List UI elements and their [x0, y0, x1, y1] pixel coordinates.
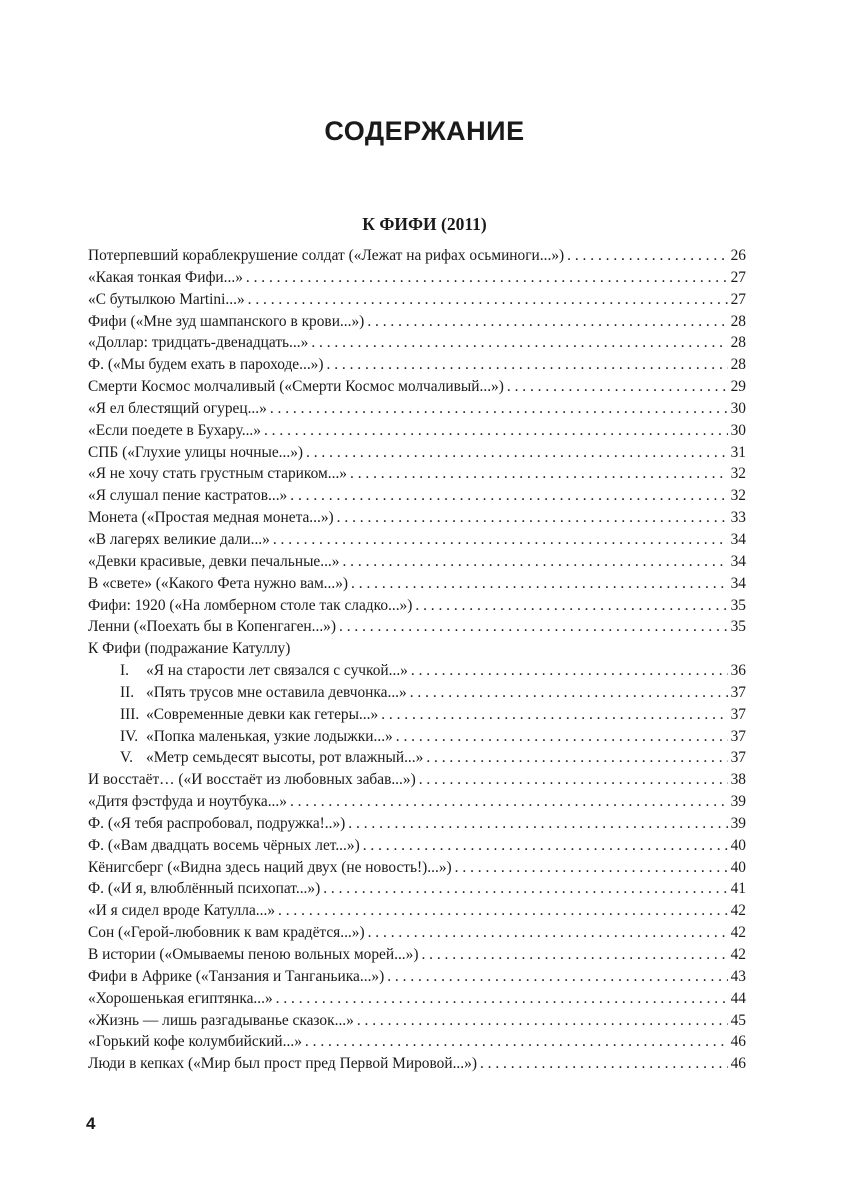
dot-leader	[306, 442, 728, 464]
toc-entry-title: Кёнигсберг («Видна здесь наций двух (не новость!)...»)	[88, 858, 452, 876]
toc-entry-page: 39	[730, 793, 746, 811]
toc-entry-title: «Пять трусов мне оставила девчонка...»	[146, 683, 407, 701]
toc-entry-page: 32	[730, 487, 746, 505]
dot-leader	[342, 551, 727, 573]
toc-entry	[88, 616, 746, 638]
toc-entry-page: 33	[730, 509, 746, 527]
toc-entry	[88, 267, 746, 289]
toc-entry	[88, 857, 746, 879]
toc-entry-title: СПБ («Глухие улицы ночные...»)	[88, 443, 304, 461]
toc-entry-numeral: I.	[120, 662, 129, 680]
dot-leader	[278, 900, 728, 922]
toc-entry-title: Ф. («Вам двадцать восемь чёрных лет...»)	[88, 836, 360, 854]
toc-entry-title: «Девки красивые, девки печальные...»	[88, 552, 340, 570]
toc-entry-page: 30	[730, 421, 746, 439]
toc-entry-page: 41	[730, 880, 746, 898]
toc-entry-title: Монета («Простая медная монета...»)	[88, 509, 334, 527]
dot-leader	[339, 616, 728, 638]
toc-entry-title: Сон («Герой-любовник к вам крадётся...»)	[88, 924, 365, 942]
toc-entry	[88, 747, 746, 769]
toc-entry-numeral: III.	[120, 705, 140, 723]
dot-leader	[270, 398, 728, 420]
toc-entry	[88, 551, 746, 573]
toc-entry	[88, 1053, 746, 1075]
section-title: К ФИФИ (2011)	[362, 214, 487, 234]
toc-entry-page: 46	[730, 1033, 746, 1051]
toc-entry-title: «Попка маленькая, узкие лодыжки...»	[146, 727, 393, 745]
toc-entry-title: «В лагерях великие дали...»	[88, 530, 270, 548]
dot-leader	[567, 245, 727, 267]
toc-entry-page: 40	[730, 858, 746, 876]
dot-leader	[273, 529, 728, 551]
toc-entry-page: 27	[730, 290, 746, 308]
toc-entry-page: 34	[730, 552, 746, 570]
toc-entry-page: 35	[730, 596, 746, 614]
toc-entry	[88, 507, 746, 529]
toc-entry	[88, 245, 746, 267]
dot-leader	[426, 747, 727, 769]
toc-entry-title: В истории («Омываемы пеною вольных морей...»)	[88, 946, 419, 963]
dot-leader	[367, 311, 727, 333]
toc-entry-title: «Какая тонкая Фифи...»	[88, 268, 243, 286]
toc-entry-title: Ф. («Я тебя распробовал, подружка!..»)	[88, 814, 346, 832]
toc-entry-title: В «свете» («Какого Фета нужно вам...»)	[88, 574, 349, 592]
toc-entry-page: 29	[730, 378, 746, 396]
toc-entry	[88, 878, 746, 900]
toc-entry-page: 37	[730, 683, 746, 701]
dot-leader	[246, 267, 728, 289]
toc-entry-page: 37	[730, 749, 746, 767]
dot-leader	[387, 966, 727, 988]
toc-entry-title: Потерпевший кораблекрушение солдат («Лежат на рифах осьминоги...»)	[88, 247, 565, 264]
toc-entry-title: К Фифи (подражание Катуллу)	[88, 640, 291, 658]
toc-entry-title: Ленни («Поехать бы в Копенгаген...»)	[88, 618, 337, 636]
toc-entry-title: «Жизнь — лишь разгадыванье сказок...»	[88, 1011, 354, 1029]
toc-entry-title: «Я на старости лет связался с сучкой...»	[146, 662, 408, 680]
toc-entry-page: 32	[730, 465, 746, 483]
toc-entry	[88, 791, 746, 813]
dot-leader	[348, 813, 727, 835]
toc-entry	[88, 289, 746, 311]
dot-leader	[311, 332, 727, 354]
toc-entry	[88, 813, 746, 835]
toc-entry	[88, 769, 746, 791]
toc-entry	[88, 354, 746, 376]
toc-entry-title: Ф. («И я, влюблённый психопат...»)	[88, 880, 321, 898]
dot-leader	[381, 704, 727, 726]
toc-entry-page: 35	[730, 618, 746, 636]
toc-entry	[88, 1031, 746, 1053]
toc-entry-title: Смерти Космос молчаливый («Смерти Космос молчаливый...»)	[88, 378, 504, 396]
toc-entry-page: 42	[730, 946, 746, 963]
toc-entry-numeral: II.	[120, 683, 135, 701]
toc-entry-title: Фифи в Африке («Танзания и Танганьика...»)	[88, 967, 385, 985]
dot-leader	[368, 922, 728, 944]
toc-entry-title: «Я слушал пение кастратов...»	[88, 487, 288, 505]
toc-entry-page: 42	[730, 902, 746, 920]
dot-leader	[323, 878, 727, 900]
toc-entry-page: 28	[730, 312, 746, 330]
toc-entry	[88, 398, 746, 420]
toc-entry	[88, 311, 746, 333]
toc-entry-page: 38	[730, 771, 746, 789]
toc-entry-title: «Дитя фэстфуда и ноутбука...»	[88, 793, 287, 811]
toc-entry-page: 34	[730, 574, 746, 592]
toc-entry-page: 34	[730, 530, 746, 548]
dot-leader	[396, 726, 728, 748]
toc-entry	[88, 573, 746, 595]
toc-entry	[88, 595, 746, 617]
dot-leader	[421, 944, 727, 966]
page-number: 4	[86, 1114, 96, 1133]
toc-entry-title: «Метр семьдесят высоты, рот влажный...»	[146, 749, 424, 767]
toc-entry-page: 28	[730, 356, 746, 374]
dot-leader	[327, 354, 728, 376]
toc-entry	[88, 988, 746, 1010]
toc-entry-title: «Современные девки как гетеры...»	[146, 705, 379, 723]
toc-entry-title: «С бутылкою Martini...»	[88, 290, 245, 308]
toc-entry-title: «Доллар: тридцать-двенадцать...»	[88, 334, 309, 352]
dot-leader	[410, 682, 728, 704]
toc-entry-title: «Горький кофе колумбийский...»	[88, 1033, 302, 1051]
toc-entry-title: Фифи («Мне зуд шампанского в крови...»)	[88, 312, 365, 330]
dot-leader	[415, 595, 727, 617]
toc-entry	[88, 442, 746, 464]
toc-entry-title: «Я не хочу стать грустным стариком...»	[88, 465, 347, 483]
dot-leader	[480, 1053, 728, 1075]
dot-leader	[507, 376, 728, 398]
dot-leader	[363, 835, 728, 857]
toc-entry	[88, 944, 746, 966]
toc-entry	[88, 463, 746, 485]
dot-leader	[248, 289, 728, 311]
toc-entry-page: 36	[730, 662, 746, 680]
toc-entry-page: 45	[730, 1011, 746, 1029]
dot-leader	[350, 463, 728, 485]
dot-leader	[264, 420, 728, 442]
toc-entry-title: Фифи: 1920 («На ломберном столе так сладко...»)	[88, 596, 413, 614]
toc-entry-page: 28	[730, 334, 746, 352]
toc-entry	[88, 922, 746, 944]
toc-entry	[88, 835, 746, 857]
toc-entry	[88, 529, 746, 551]
toc-entry-title: «И я сидел вроде Катулла...»	[88, 902, 276, 920]
toc-entry-page: 42	[730, 924, 746, 942]
page-title: СОДЕРЖАНИЕ	[324, 116, 525, 146]
toc-entry-page: 40	[730, 836, 746, 854]
dot-leader	[276, 988, 728, 1010]
toc-entry-page: 46	[730, 1055, 746, 1073]
dot-leader	[411, 660, 728, 682]
toc-entry-page: 44	[730, 989, 746, 1007]
toc-entry-title: «Хорошенькая египтянка...»	[88, 989, 273, 1007]
toc-entry-title: Люди в кепках («Мир был прост пред Первой Мировой...»)	[88, 1055, 477, 1073]
toc-entry	[88, 682, 746, 704]
toc-entry-numeral: IV.	[120, 727, 139, 745]
toc-entry	[88, 1010, 746, 1032]
toc-entry-page: 39	[730, 814, 746, 832]
toc-entry-title: И восстаёт… («И восстаёт из любовных забав...»)	[88, 771, 416, 789]
dot-leader	[305, 1031, 728, 1053]
toc-entry	[88, 966, 746, 988]
toc-entry-title: Ф. («Мы будем ехать в пароходе...»)	[88, 356, 324, 374]
dot-leader	[351, 573, 728, 595]
toc-entry-page: 31	[730, 443, 746, 461]
dot-leader	[455, 857, 728, 879]
toc-entry-page: 37	[730, 727, 746, 745]
toc-entry-title: «Если поедете в Бухару...»	[88, 421, 261, 439]
toc-entry	[88, 376, 746, 398]
toc-entry-numeral: V.	[120, 749, 133, 767]
dot-leader	[337, 507, 728, 529]
dot-leader	[419, 769, 728, 791]
table-of-contents	[88, 245, 746, 1075]
dot-leader	[290, 791, 728, 813]
toc-entry-page: 26	[730, 247, 746, 264]
toc-entry-page: 30	[730, 399, 746, 417]
toc-entry	[88, 485, 746, 507]
dot-leader	[290, 485, 727, 507]
toc-entry-page: 37	[730, 705, 746, 723]
toc-entry	[88, 332, 746, 354]
toc-entry	[88, 704, 746, 726]
toc-entry-page: 43	[730, 967, 746, 985]
toc-entry	[88, 660, 746, 682]
toc-entry-title: «Я ел блестящий огурец...»	[88, 399, 267, 417]
toc-entry	[88, 900, 746, 922]
toc-entry-page: 27	[730, 268, 746, 286]
toc-entry	[88, 638, 746, 660]
toc-entry	[88, 420, 746, 442]
dot-leader	[357, 1010, 728, 1032]
toc-entry	[88, 726, 746, 748]
